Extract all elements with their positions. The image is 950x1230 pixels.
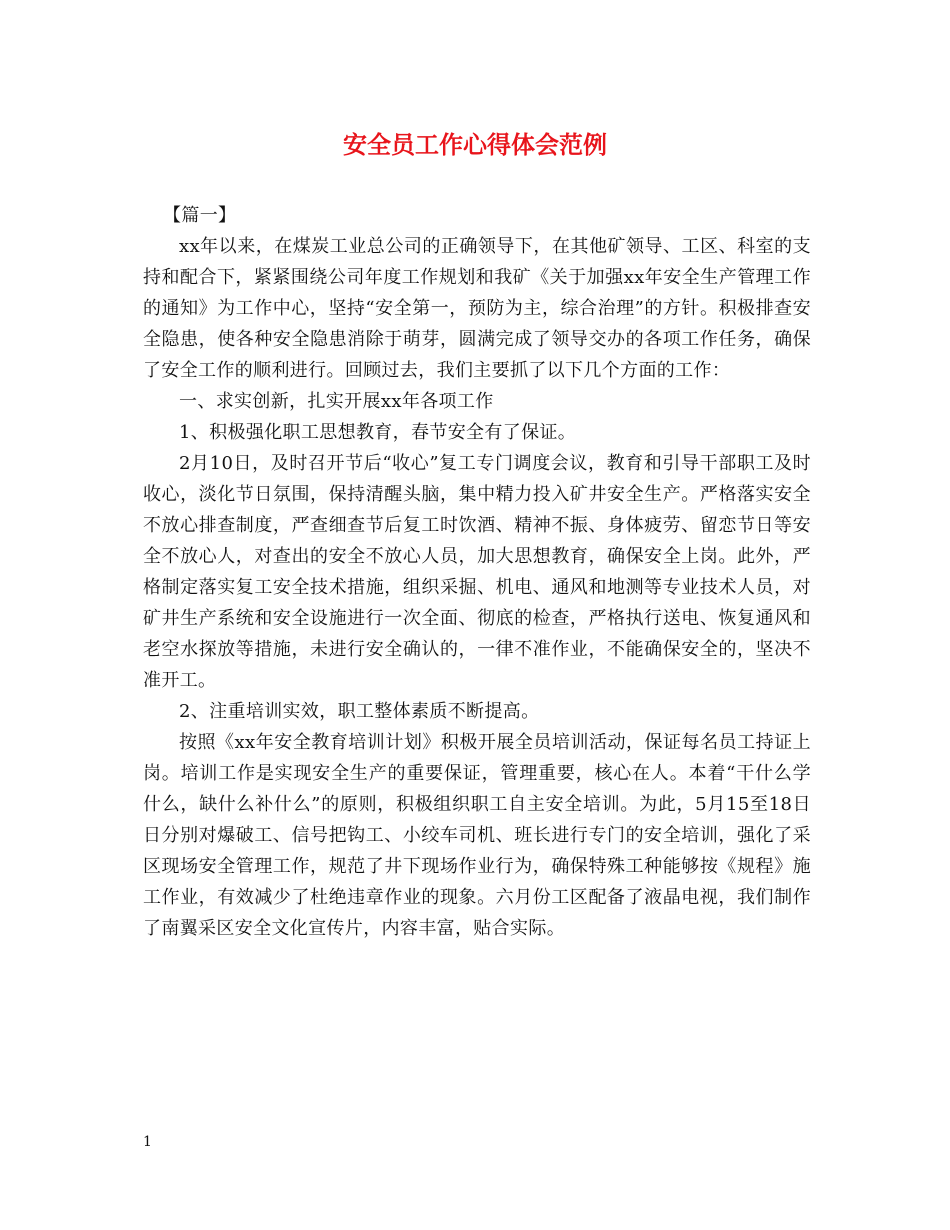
document-body (143, 200, 811, 944)
subheading-item-2: 2、注重培训实效，职工整体素质不断提高。 (179, 701, 540, 722)
heading-section-one: 一、求实创新，扎实开展xx年各项工作 (179, 391, 494, 412)
subheading-item-1: 1、积极强化职工思想教育，春节安全有了保证。 (179, 422, 577, 443)
page-number: 1 (143, 1134, 152, 1150)
paragraph-item-2-body: 按照《xx年安全教育培训计划》积极开展全员培训活动，保证每名员工持证上岗。培训工作是实现安全生产的重要保证，管理重要，核心在人。本着“干什么学什么，缺什么补什么”的原则，积极组织职工自主安全培训。为此，5月15至18日日分别对爆破工、信号把钩工、小绞车司机、班长进行专门的安全培训，强化了采区现场安全管理工作，规范了井下现场作业行为，确保特殊工种能够按《规程》施工作业，有效减少了杜绝违章作业的现象。六月份工区配备了液晶电视，我们制作了南翼采区安全文化宣传片，内容丰富，贴合实际。 (143, 732, 811, 939)
section-tag: 【篇一】 (163, 205, 237, 226)
paragraph-item-1-body: 2月10日，及时召开节后“收心”复工专门调度会议，教育和引导干部职工及时收心，淡化节日氛围，保持清醒头脑，集中精力投入矿井安全生产。严格落实安全不放心排查制度，严查细查节后复工时饮酒、精神不振、身体疲劳、留恋节日等安全不放心人，对查出的安全不放心人员，加大思想教育，确保安全上岗。此外，严格制定落实复工安全技术措施，组织采掘、机电、通风和地测等专业技术人员，对矿井生产系统和安全设施进行一次全面、彻底的检查，严格执行送电、恢复通风和老空水探放等措施，未进行安全确认的，一律不准作业，不能确保安全的，坚决不准开工。 (143, 453, 811, 691)
paragraph-intro: xx年以来，在煤炭工业总公司的正确领导下，在其他矿领导、工区、科室的支持和配合下，紧紧围绕公司年度工作规划和我矿《关于加强xx年安全生产管理工作的通知》为工作中心，坚持“安全第一，预防为主，综合治理”的方针。积极排查安全隐患，使各种安全隐患消除于萌芽，圆满完成了领导交办的各项工作任务，确保了安全工作的顺利进行。回顾过去，我们主要抓了以下几个方面的工作： (143, 236, 811, 381)
document-title: 安全员工作心得体会范例 (343, 130, 607, 159)
